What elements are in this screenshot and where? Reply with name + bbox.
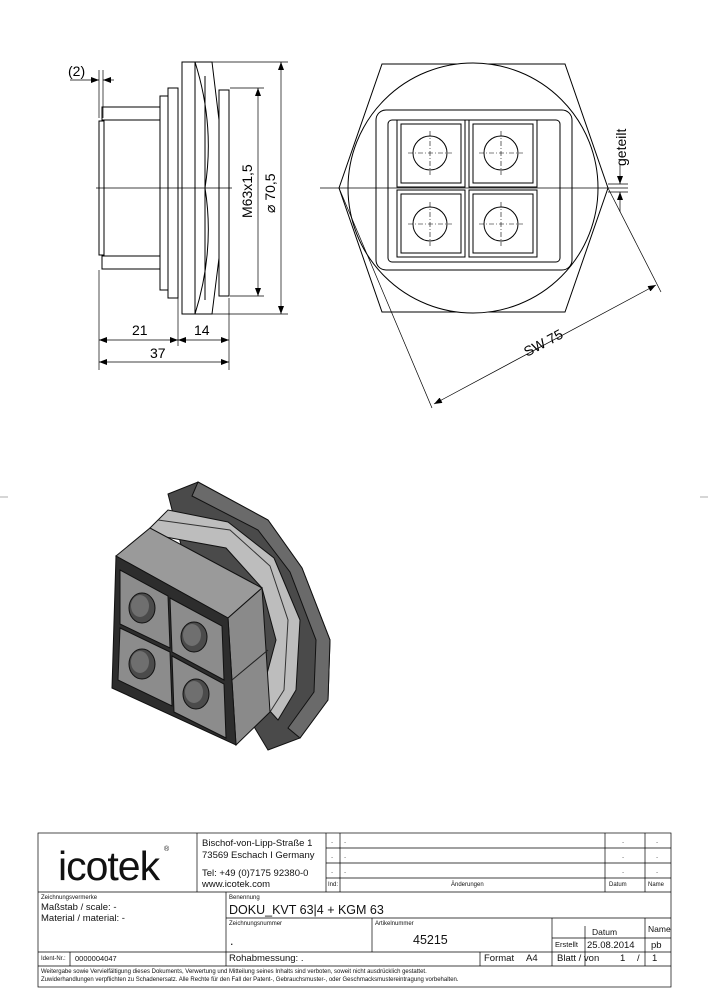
ident-value: 0000004047 bbox=[75, 954, 117, 963]
side-view bbox=[96, 62, 232, 314]
dim-diameter: ⌀ 70,5 bbox=[262, 173, 278, 213]
datum-header: Datum bbox=[592, 927, 618, 937]
scale: Maßstab / scale: - bbox=[41, 902, 117, 913]
drawing-title: DOKU_KVT 63|4 + KGM 63 bbox=[229, 903, 384, 917]
artikelnummer-label: Artikelnummer bbox=[375, 921, 414, 927]
blatt-separator: / bbox=[637, 953, 640, 964]
material: Material / material: - bbox=[41, 913, 125, 924]
rev-row-1-ind: . bbox=[331, 836, 334, 845]
rev-row-2-text: . bbox=[344, 851, 347, 860]
dim-37: 37 bbox=[150, 345, 166, 361]
registered-mark: ® bbox=[164, 846, 170, 853]
erstellt-label: Erstellt bbox=[555, 940, 578, 949]
rev-header-changes: Änderungen bbox=[451, 882, 484, 888]
zeichnungsnummer: . bbox=[230, 934, 234, 948]
benennung-label: Benennung bbox=[229, 895, 260, 901]
isometric-view bbox=[112, 482, 330, 750]
dim-thread: M63x1,5 bbox=[239, 164, 255, 218]
rev-row-2-name: . bbox=[656, 851, 659, 860]
blatt-label: Blatt / von bbox=[557, 953, 600, 964]
rev-row-1-name: . bbox=[656, 836, 659, 845]
erstellt-name: pb bbox=[651, 940, 662, 951]
blatt-number: 1 bbox=[620, 953, 626, 964]
dim-offset: (2) bbox=[68, 63, 86, 79]
blatt-total: 1 bbox=[652, 953, 658, 964]
name-header: Name bbox=[648, 924, 671, 934]
ident-label: Ident-Nr.: bbox=[41, 956, 66, 962]
dim-14: 14 bbox=[194, 322, 210, 338]
rohabmessung: Rohabmessung: . bbox=[229, 953, 304, 964]
zeichnungsnummer-label: Zeichnungsnummer bbox=[229, 921, 283, 927]
legal-line-1: Weitergabe sowie Vervielfältigung dieses Dokuments, Verwertung und Mitteilung seines Inhalts sind verboten, soweit nicht ausdrücklich gestattet. bbox=[41, 969, 427, 975]
dim-21: 21 bbox=[132, 322, 148, 338]
rev-header-name: Name bbox=[648, 882, 665, 888]
notes-label: Zeichnungsvermerke bbox=[41, 895, 98, 901]
rev-header-datum: Datum bbox=[609, 882, 627, 888]
artikelnummer: 45215 bbox=[413, 933, 448, 947]
rev-row-2-ind: . bbox=[331, 851, 334, 860]
rev-row-3-text: . bbox=[344, 866, 347, 875]
rev-row-1-text: . bbox=[344, 836, 347, 845]
company-logo: icotek bbox=[58, 843, 160, 889]
rev-row-2-datum: . bbox=[622, 851, 625, 860]
rev-row-1-datum: . bbox=[622, 836, 625, 845]
address-line-1: Bischof-von-Lipp-Straße 1 bbox=[202, 838, 313, 849]
website[interactable]: www.icotek.com bbox=[202, 879, 271, 890]
erstellt-date: 25.08.2014 bbox=[587, 940, 635, 951]
legal-line-2: Zuwiderhandlungen verpflichten zu Schadenersatz. Alle Rechte für den Fall der Patent-, Gebrauchsmuster-, oder Geschmacksmustereintragung vorbehalten. bbox=[41, 977, 459, 983]
front-view bbox=[320, 63, 628, 313]
rev-row-3-ind: . bbox=[331, 866, 334, 875]
address-line-2: 73569 Eschach I Germany bbox=[202, 850, 315, 861]
rev-row-3-datum: . bbox=[622, 866, 625, 875]
rev-header-ind: Ind: bbox=[328, 882, 339, 888]
format-label: Format bbox=[484, 953, 515, 964]
phone: Tel: +49 (0)7175 92380-0 bbox=[202, 868, 309, 879]
format-value: A4 bbox=[526, 953, 538, 964]
dim-split: geteilt bbox=[613, 128, 629, 166]
rev-row-3-name: . bbox=[656, 866, 659, 875]
dim-wrench: SW 75 bbox=[520, 325, 566, 360]
